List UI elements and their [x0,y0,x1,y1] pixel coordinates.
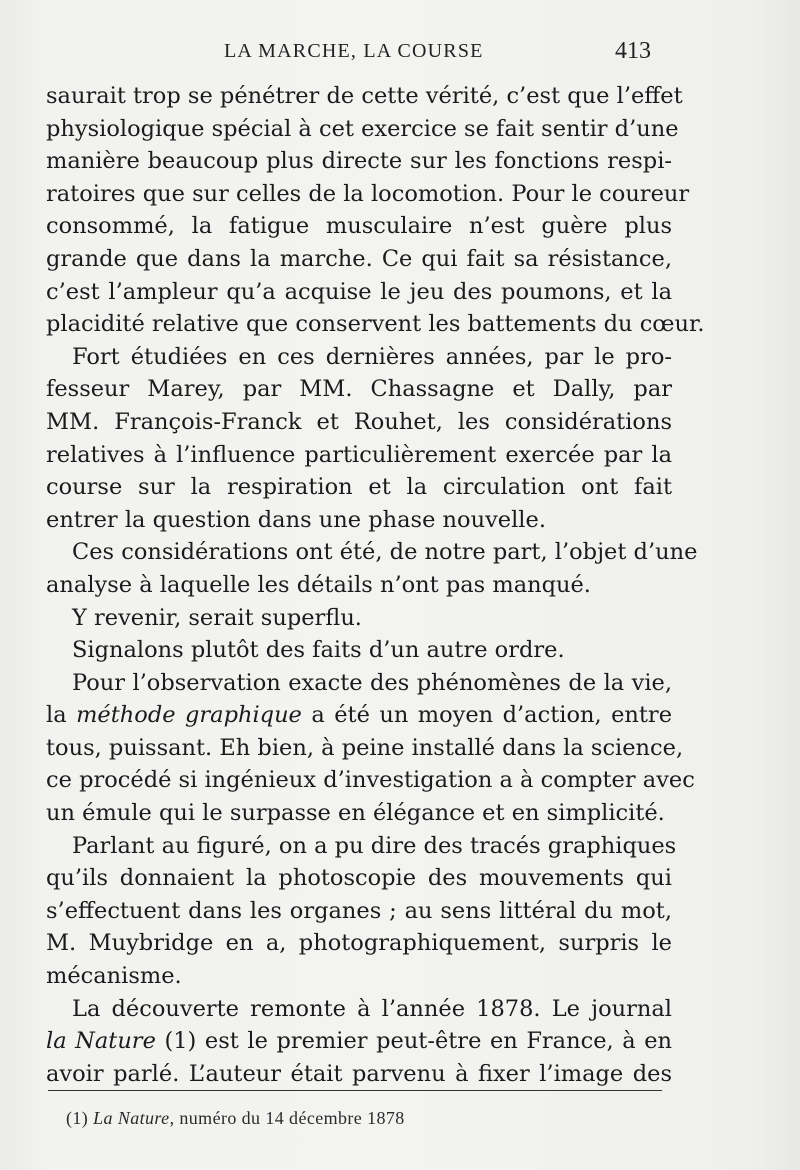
text-line: Parlant au figuré, on a pu dire des tracés graphiques [72,832,677,859]
text-line: course sur la respiration et la circulation ont fait [46,474,672,501]
text-line: s’effectuent dans les organes ; au sens littéral du mot, [46,897,672,924]
running-head [0,40,800,70]
text-line: grande que dans la marche. Ce qui fait sa résistance, [46,245,672,272]
text-line: manière beaucoup plus directe sur les fonctions respi- [46,148,672,175]
footnote-journal: La Nature [93,1108,170,1128]
text-line: relatives à l’influence particulièrement exercée par la [46,441,672,468]
text-line: entrer la question dans une phase nouvelle. [46,506,546,533]
text-line: physiologique spécial à cet exercice se fait sentir d’une [46,115,679,142]
text-line: consommé, la fatigue musculaire n’est guère plus [46,213,672,240]
text-line: MM. François-Franck et Rouhet, les considérations [46,408,672,435]
text-fragment: a été un moyen d’action, entre [311,702,673,729]
body-text [46,80,705,1090]
page-number: 413 [615,38,651,64]
text-line: ratoires que sur celles de la locomotion. Pour le coureur [46,180,690,207]
text-line: La découverte remonte à l’année 1878. Le journal [72,995,672,1022]
footnote-marker: (1) [66,1108,89,1128]
text-line: Ces considérations ont été, de notre part, l’objet d’une [72,539,698,566]
italic-term: la Nature [46,1028,156,1055]
text-line: Signalons plutôt des faits d’un autre ordre. [72,637,565,664]
text-line [46,699,672,732]
text-line: M. Muybridge en a, photographiquement, surpris le [46,930,672,957]
text-line: c’est l’ampleur qu’a acquise le jeu des poumons, et la [46,278,672,305]
text-line: Fort étudiées en ces dernières années, par le pro- [72,343,672,370]
text-line: Y revenir, serait superflu. [72,604,362,631]
text-line: ce procédé si ingénieux d’investigation a à compter avec [46,767,695,794]
text-line: fesseur Marey, par MM. Chassagne et Dally, par [46,376,672,403]
footnote-divider [48,1090,662,1091]
text-line: placidité relative que conservent les battements du cœur. [46,311,705,338]
text-line: qu’ils donnaient la photoscopie des mouvements qui [46,865,672,892]
text-line: analyse à laquelle les détails n’ont pas manqué. [46,571,591,598]
italic-term: méthode graphique [76,702,302,729]
text-line: saurait trop se pénétrer de cette vérité, c’est que l’effet [46,83,683,109]
footnote-text: , numéro du 14 décembre 1878 [169,1108,405,1128]
text-fragment: (1) est le premier peut-être en France, à en [164,1028,673,1055]
text-line: Pour l’observation exacte des phénomènes de la vie, [72,669,672,696]
text-line: mécanisme. [46,963,182,990]
text-fragment: la [46,702,67,729]
running-title: LA MARCHE, LA COURSE [224,40,484,62]
text-line [46,1025,672,1058]
text-line: avoir parlé. L’auteur était parvenu à fixer l’image des [46,1060,672,1087]
text-line: un émule qui le surpasse en élégance et en simplicité. [46,800,665,827]
footnote [66,1108,405,1129]
text-line: tous, puissant. Eh bien, à peine installé dans la science, [46,734,684,761]
